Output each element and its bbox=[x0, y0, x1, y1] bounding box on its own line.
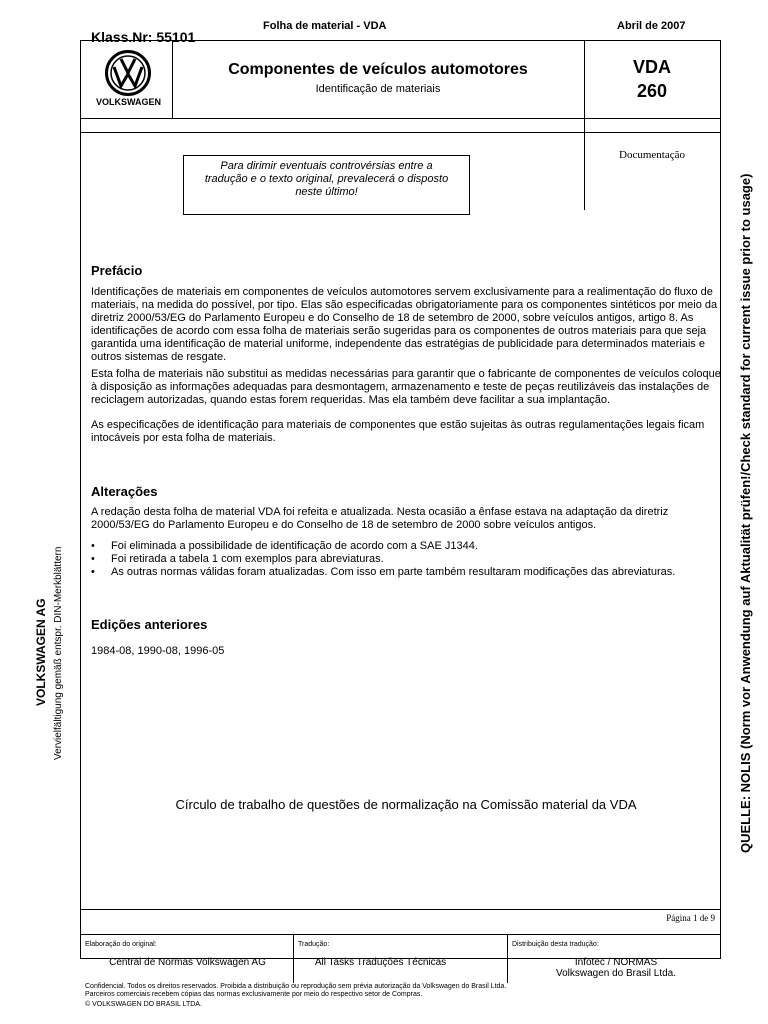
footer-distribution-line-2: Volkswagen do Brasil Ltda. bbox=[555, 968, 677, 979]
document-title: Componentes de veículos automotores bbox=[228, 61, 528, 78]
preface-paragraph-3: As especificações de identificação para materiais de componentes que estão sujeitas às outras regulamentações legais ficam intocáveis por esta folha de materiais. bbox=[91, 419, 705, 444]
vda-number: 260 bbox=[636, 81, 668, 101]
list-item: • Foi retirada a tabela 1 com exemplos para abreviaturas. bbox=[91, 553, 721, 566]
frame-left bbox=[80, 40, 81, 959]
frame-right bbox=[720, 40, 721, 959]
frame-title-bottom bbox=[80, 118, 721, 119]
footer-divider-1 bbox=[293, 934, 294, 983]
side-left-title: VOLKSWAGEN AG bbox=[34, 598, 48, 706]
footer-translation-value: All Tasks Traduções Técnicas bbox=[314, 957, 447, 968]
copyright: © VOLKSWAGEN DO BRASIL LTDA. bbox=[85, 1001, 202, 1008]
legal-notice-2: Parceiros comerciais recebem cópias das normas exclusivamente por meio do respectivo setor de Compras. bbox=[85, 991, 423, 998]
changes-list bbox=[91, 540, 721, 579]
list-item: • Foi eliminada a possibilidade de identificação de acordo com a SAE J1344. bbox=[91, 540, 721, 553]
class-number: Klass.Nr: 55101 bbox=[91, 29, 196, 45]
side-left-subtitle: Vervielfältigung gemäß entspr. DIN-Merkblättern bbox=[53, 546, 64, 760]
footer-translation-label: Tradução: bbox=[298, 941, 330, 948]
frame-page-bottom bbox=[80, 934, 721, 935]
footer-divider-2 bbox=[507, 934, 508, 983]
translation-notice-box bbox=[183, 155, 470, 215]
working-circle-text: Círculo de trabalho de questões de normalização na Comissão material da VDA bbox=[175, 797, 637, 812]
frame-logo-divider bbox=[172, 40, 173, 118]
frame-title-bottom-2 bbox=[80, 132, 721, 133]
footer-distribution-line-1: Infotec / NORMAS bbox=[574, 957, 658, 968]
footer-distribution-value bbox=[512, 957, 720, 979]
preface-heading: Prefácio bbox=[91, 263, 143, 278]
brand-label: VOLKSWAGEN bbox=[95, 97, 161, 107]
changes-heading: Alterações bbox=[91, 484, 158, 499]
page-number: Página 1 de 9 bbox=[666, 913, 715, 923]
legal-notice-1: Confidencial. Todos os direitos reservados. Proibida a distribuição ou reprodução sem prévia autorização da Volkswagen do Brasil Ltda. bbox=[85, 983, 507, 990]
vw-logo bbox=[105, 50, 151, 96]
preface-paragraph-2: Esta folha de materiais não substitui as medidas necessárias para garantir que o fabricante de componentes de veículos coloque à disposição as informações adequadas para desmontagem, armazenamento e teste de peças reutilizáveis das instalações de reciclagem autorizadas, quando estas forem requeridas. Mas ela também deve facilitar a sua implantação. bbox=[91, 368, 721, 406]
document-subtitle: Identificação de materiais bbox=[315, 83, 441, 95]
documentation-label: Documentação bbox=[619, 149, 685, 161]
preface-paragraph-1: Identificações de materiais em componentes de veículos automotores servem exclusivamente para a realimentação do fluxo de materiais, na medida do possível, por tipo. Elas são especificadas obrigatoriamente para os componentes sintéticos por meio da diretriz 2000/53/EG do Parlamento Europeu e do Conselho de 18 de setembro de 2000, sobre veículos antigos, artigo 8. As identificações de acordo com essa folha de materiais serão sugeridas para os componentes de outros materiais para que seja garantida uma identificação de material uniforme, independente das estratégias de publicidade para determinados materiais e outros sistemas de resgate. bbox=[91, 286, 718, 363]
footer-distribution-label: Distribuição desta tradução: bbox=[512, 941, 599, 948]
frame-content-bottom bbox=[80, 909, 721, 910]
previous-editions-heading: Edições anteriores bbox=[91, 617, 208, 632]
translation-notice-text: Para dirimir eventuais controvérsias entre a tradução e o texto original, prevalecerá o disposto neste último! bbox=[204, 160, 449, 198]
footer-original-value: Central de Normas Volkswagen AG bbox=[109, 957, 266, 968]
previous-editions-text: 1984-08, 1990-08, 1996-05 bbox=[91, 645, 225, 657]
changes-intro: A redação desta folha de material VDA foi refeita e atualizada. Nesta ocasião a ênfase estava na adaptação da diretriz 2000/53/EG do Parlamento Europeu e do Conselho de 18 de setembro de 2000 sobre veículos antigos. bbox=[91, 506, 669, 531]
frame-top bbox=[80, 40, 721, 41]
list-item: • As outras normas válidas foram atualizadas. Com isso em parte também resultaram modificações das abreviaturas. bbox=[91, 566, 721, 579]
footer-original-label: Elaboração do original: bbox=[85, 941, 157, 948]
header-center: Folha de material - VDA bbox=[263, 20, 387, 32]
side-right-source: QUELLE: NOLIS (Norm vor Anwendung auf Aktualität prüfen!/Check standard for current issue prior to usage) bbox=[738, 173, 753, 853]
header-date: Abril de 2007 bbox=[617, 20, 686, 32]
vda-label: VDA bbox=[632, 57, 671, 77]
